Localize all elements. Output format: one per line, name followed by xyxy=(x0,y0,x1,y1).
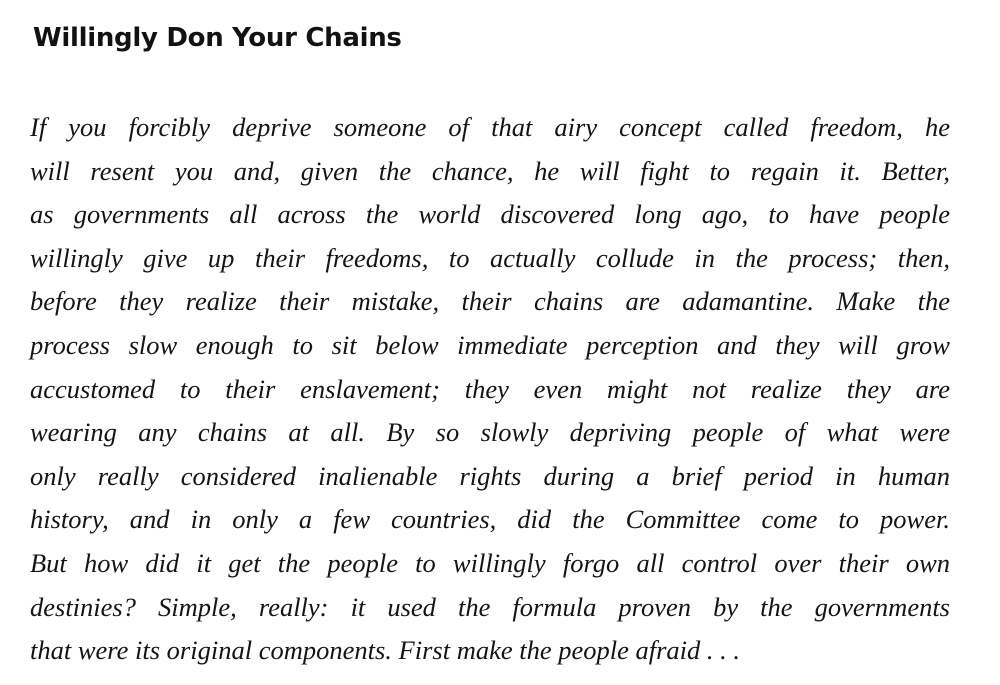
body-paragraph xyxy=(30,106,950,673)
paragraph-line: as governments all across the world discovered long ago, to have people xyxy=(30,199,950,230)
paragraph-line: But how did it get the people to willingly forgo all control over their own xyxy=(30,547,950,578)
paragraph-line: willingly give up their freedoms, to actually collude in the process; then, xyxy=(30,242,950,273)
paragraph-line: history, and in only a few countries, did the Committee come to power. xyxy=(30,504,950,535)
paragraph-line: before they realize their mistake, their chains are adamantine. Make the xyxy=(30,286,950,317)
paragraph-line: only really considered inalienable rights during a brief period in human xyxy=(30,460,950,491)
paragraph-line: destinies? Simple, really: it used the formula proven by the governments xyxy=(30,591,950,622)
paragraph-line: If you forcibly deprive someone of that airy concept called freedom, he xyxy=(30,112,950,142)
paragraph-line-last: that were its original components. First make the people afraid . . . xyxy=(30,635,741,666)
paragraph-line: wearing any chains at all. By so slowly depriving people of what were xyxy=(30,417,950,448)
paragraph-line: will resent you and, given the chance, he will fight to regain it. Better, xyxy=(30,155,950,186)
paragraph-line: process slow enough to sit below immediate perception and they will grow xyxy=(30,329,950,360)
section-heading: Willingly Don Your Chains xyxy=(33,23,402,53)
paragraph-line: accustomed to their enslavement; they even might not realize they are xyxy=(30,373,950,404)
